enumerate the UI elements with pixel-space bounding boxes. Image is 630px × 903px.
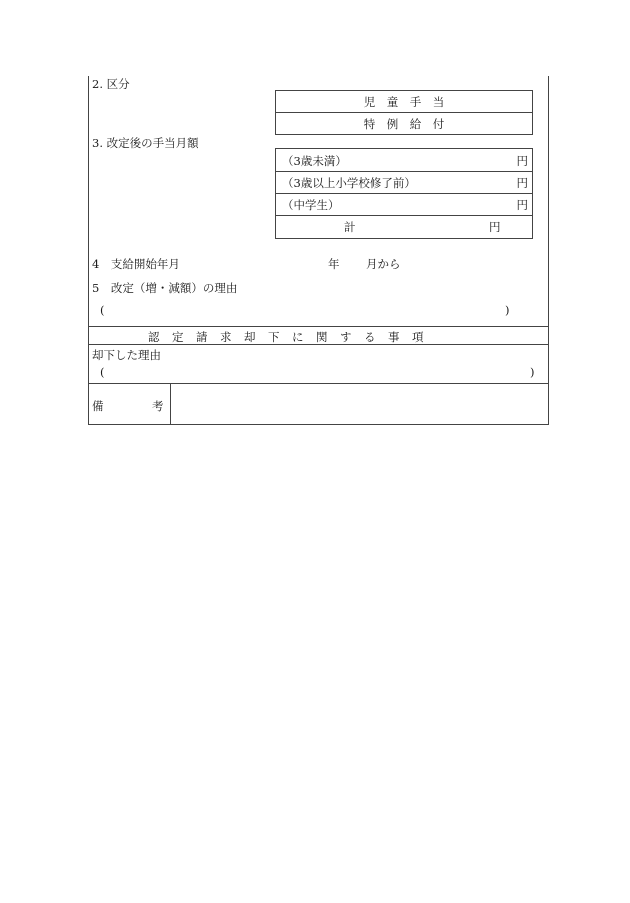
rejection-header-rule (88, 344, 549, 345)
amount-row-unit: 円 (516, 176, 528, 190)
monthly-amount-box (275, 148, 533, 239)
rejection-reason-rule (88, 383, 549, 384)
section3-label: 3. 改定後の手当月額 (92, 136, 199, 150)
start-month-from: 月から (366, 257, 401, 271)
amount-row-under3 (276, 149, 532, 172)
amount-row-3-to-primary (276, 172, 532, 194)
category-option-label: 特 例 給 付 (363, 117, 445, 131)
rejection-reason-close-paren: ) (530, 365, 535, 379)
revision-reason-close-paren: ) (505, 303, 510, 317)
section2-label: 2. 区分 (92, 77, 130, 91)
amount-row-unit: 円 (516, 154, 528, 168)
remarks-label-char1: 備 (92, 399, 104, 413)
rejection-reason-open-paren: ( (100, 365, 105, 379)
start-year-unit: 年 (328, 257, 340, 271)
rejection-header: 認 定 請 求 却 下 に 関 す る 事 項 (148, 330, 424, 344)
rejection-reason-label: 却下した理由 (92, 348, 161, 362)
rejection-top-rule (88, 326, 549, 327)
remarks-label-char2: 考 (152, 399, 164, 413)
category-option-label: 児 童 手 当 (363, 95, 445, 109)
amount-row-total (276, 216, 532, 239)
amount-row-label: （3歳以上小学校修了前） (282, 176, 416, 190)
frame-right-border (548, 76, 549, 424)
category-option-special-benefit (276, 113, 532, 135)
section5-label: 5 改定（増・減額）の理由 (92, 281, 238, 295)
category-box (275, 90, 533, 135)
amount-row-unit: 円 (516, 198, 528, 212)
section4-label: 4 支給開始年月 (92, 257, 180, 271)
amount-row-label: （3歳未満） (282, 154, 347, 168)
total-label: 計 (344, 220, 356, 234)
frame-bottom-border (88, 424, 549, 425)
revision-reason-open-paren: ( (100, 303, 105, 317)
amount-row-label: （中学生） (282, 198, 340, 212)
amount-row-junior-high (276, 194, 532, 216)
frame-left-border (88, 76, 89, 424)
category-option-child-allowance (276, 91, 532, 113)
total-unit: 円 (489, 220, 501, 234)
remarks-divider (170, 383, 171, 424)
